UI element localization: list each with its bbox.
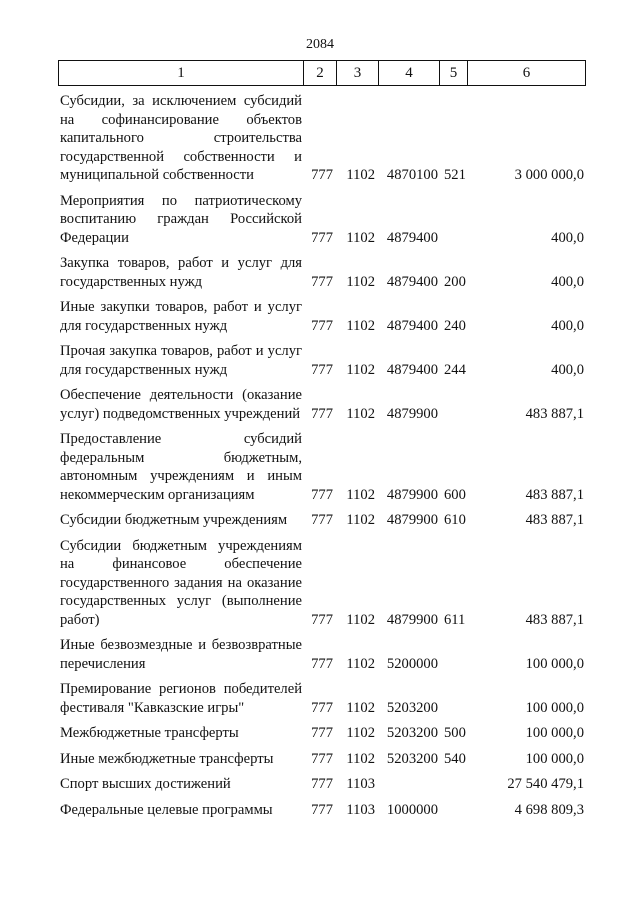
table-row [58, 298, 586, 335]
row-cs: 4879900 [386, 486, 438, 503]
row-name: Прочая закупка товаров, работ и услуг для государственных нужд [60, 343, 302, 378]
table-header [58, 60, 586, 86]
row-cs: 4879400 [386, 317, 438, 334]
table-row [58, 636, 586, 673]
header-col-2: 2 [304, 61, 337, 85]
row-cs: 5203200 [386, 699, 438, 716]
row-vr: 600 [444, 486, 466, 503]
row-sum: 483 887,1 [525, 486, 584, 503]
row-gr: 777 [311, 611, 333, 628]
row-vr: 610 [444, 512, 466, 528]
header-col-3: 3 [337, 61, 379, 85]
row-gr: 777 [311, 801, 333, 818]
row-name: Иные безвозмездные и безвозвратные перечисления [60, 637, 302, 672]
row-gr: 777 [311, 655, 333, 672]
row-vr: 240 [444, 317, 466, 334]
row-rz: 1102 [346, 167, 375, 183]
row-vr: 540 [444, 750, 466, 767]
row-vr: 500 [444, 725, 466, 741]
table-row [58, 254, 586, 291]
row-cs: 5200000 [386, 655, 438, 672]
row-cs: 1000000 [386, 801, 438, 818]
header-col-1: 1 [59, 61, 304, 85]
table-row [58, 92, 586, 185]
row-gr: 777 [311, 699, 333, 716]
row-gr: 777 [311, 273, 333, 290]
table-row [58, 511, 586, 530]
row-cs: 4879900 [386, 611, 438, 628]
row-gr: 777 [311, 725, 333, 741]
row-rz: 1102 [346, 512, 375, 528]
row-gr: 777 [311, 229, 333, 246]
row-gr: 777 [311, 361, 333, 378]
table-row [58, 537, 586, 630]
row-cs: 4879400 [386, 273, 438, 290]
table-row [58, 386, 586, 423]
row-vr: 200 [444, 273, 466, 290]
header-col-5: 5 [440, 61, 468, 85]
row-vr: 611 [444, 611, 466, 628]
table-row [58, 775, 586, 794]
row-sum: 483 887,1 [525, 611, 584, 628]
row-name: Субсидии бюджетным учреждениям [60, 512, 288, 528]
table-row [58, 801, 586, 820]
row-sum: 400,0 [551, 317, 584, 334]
row-gr: 777 [311, 405, 333, 422]
row-gr: 777 [311, 512, 333, 528]
row-sum: 4 698 809,3 [514, 801, 584, 818]
table-row [58, 430, 586, 504]
table-row [58, 342, 586, 379]
row-rz: 1102 [346, 611, 375, 628]
row-rz: 1102 [346, 273, 375, 290]
row-rz: 1102 [346, 725, 375, 741]
row-gr: 777 [311, 486, 333, 503]
row-sum: 400,0 [551, 273, 584, 290]
row-rz: 1102 [346, 750, 375, 767]
row-name: Субсидии бюджетным учреждениям на финансовое обеспечение государственного задания на оказание государственных услуг (выполнение работ) [60, 537, 302, 628]
table-row [58, 192, 586, 248]
row-sum: 100 000,0 [525, 725, 584, 741]
row-gr: 777 [311, 750, 333, 767]
row-sum: 400,0 [551, 229, 584, 246]
row-name: Мероприятия по патриотическому воспитанию граждан Российской Федерации [60, 192, 302, 246]
header-col-4: 4 [379, 61, 440, 85]
row-gr: 777 [311, 776, 333, 792]
row-rz: 1103 [346, 776, 375, 792]
row-sum: 483 887,1 [525, 405, 584, 422]
row-rz: 1102 [346, 317, 375, 334]
row-name: Обеспечение деятельности (оказание услуг) подведомственных учреждений [60, 387, 302, 422]
row-name: Закупка товаров, работ и услуг для государственных нужд [60, 255, 302, 290]
row-vr: 521 [444, 167, 466, 183]
row-cs: 4879900 [386, 512, 438, 528]
row-rz: 1102 [346, 361, 375, 378]
row-rz: 1103 [346, 801, 375, 818]
table-body [58, 92, 586, 826]
row-name: Предоставление субсидий федеральным бюджетным, автономным учреждениям и иным некоммерческим организациям [60, 431, 302, 503]
row-sum: 100 000,0 [525, 750, 584, 767]
row-name: Иные закупки товаров, работ и услуг для государственных нужд [60, 299, 302, 334]
row-cs: 5203200 [386, 750, 438, 767]
row-sum: 27 540 479,1 [507, 776, 584, 792]
header-col-6: 6 [522, 65, 531, 81]
row-cs: 4879900 [386, 405, 438, 422]
row-rz: 1102 [346, 699, 375, 716]
row-cs: 4879400 [386, 229, 438, 246]
row-sum: 100 000,0 [525, 699, 584, 716]
table-row [58, 680, 586, 717]
row-cs: 4870100 [386, 167, 438, 183]
row-rz: 1102 [346, 405, 375, 422]
row-sum: 3 000 000,0 [514, 167, 584, 183]
row-gr: 777 [311, 317, 333, 334]
row-name: Федеральные целевые программы [60, 801, 273, 818]
row-sum: 483 887,1 [525, 512, 584, 528]
row-cs: 5203200 [386, 725, 438, 741]
row-name: Субсидии, за исключением субсидий на софинансирование объектов капитального строительства государственной собственности и муниципальной собственности [60, 93, 302, 183]
row-rz: 1102 [346, 229, 375, 246]
row-name: Иные межбюджетные трансферты [60, 750, 274, 767]
row-cs: 4879400 [386, 361, 438, 378]
table-row [58, 724, 586, 743]
row-vr: 244 [444, 361, 466, 378]
row-rz: 1102 [346, 486, 375, 503]
row-name: Межбюджетные трансферты [60, 725, 239, 741]
row-name: Спорт высших достижений [60, 776, 231, 792]
row-rz: 1102 [346, 655, 375, 672]
row-name: Премирование регионов победителей фестиваля "Кавказские игры" [60, 681, 302, 716]
row-sum: 400,0 [551, 361, 584, 378]
row-gr: 777 [311, 167, 333, 183]
row-sum: 100 000,0 [525, 655, 584, 672]
page-number: 2084 [306, 37, 334, 52]
table-row [58, 750, 586, 769]
